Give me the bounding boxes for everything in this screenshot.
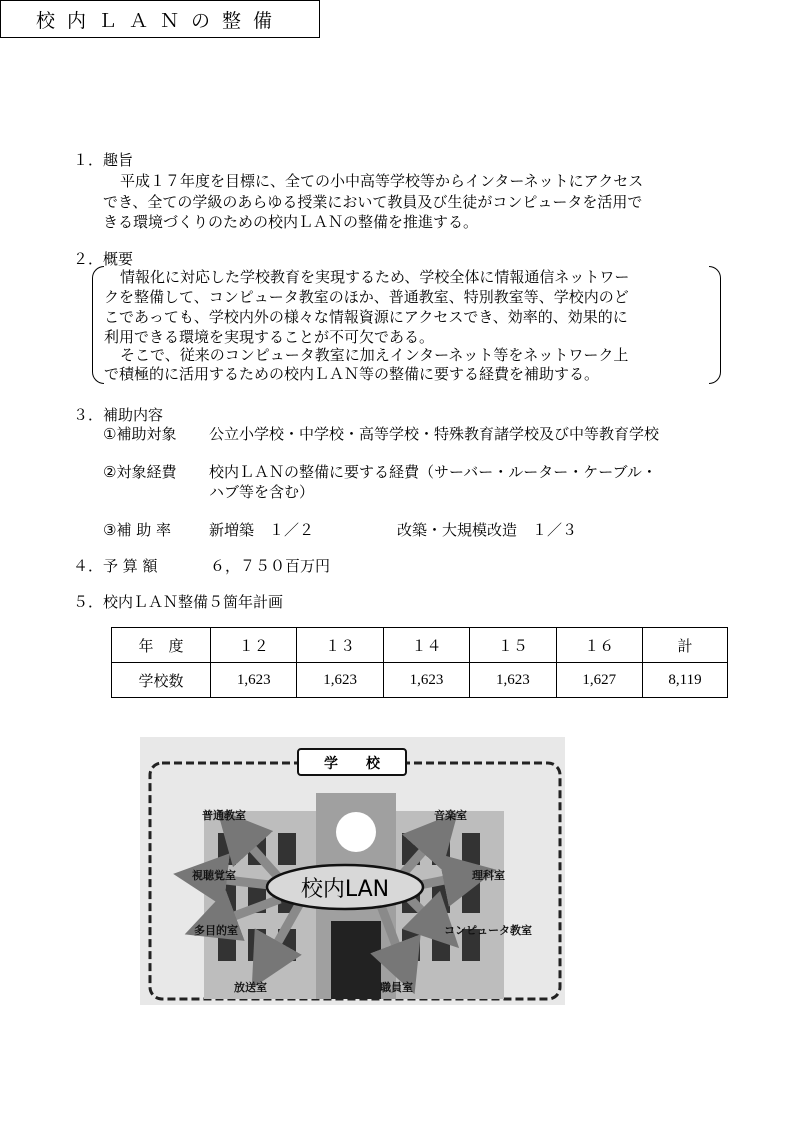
right-bracket [709,266,721,384]
table-cell: 8,119 [642,663,727,698]
section-heading-purpose: １．趣旨 [73,151,134,169]
overview-line: そこで、従来のコンピュータ教室に加えインターネット等をネットワーク上 [120,346,629,364]
subsidy-target-label: ①補助対象 [103,425,177,443]
table-header-row [112,628,728,663]
room-label: 多目的室 [194,924,238,937]
overview-line: クを整備して、コンピュータ教室のほか、普通教室、特別教室等、学校内のど [104,288,629,306]
room-label: 普通教室 [202,809,246,822]
room-label: 職員室 [380,981,413,994]
table-cell: １６ [556,628,642,663]
overview-line: 利用できる環境を実現することが不可欠である。 [104,328,435,346]
purpose-line: きる環境づくりのための校内ＬＡＮの整備を推進する。 [103,213,479,231]
room-label: 音楽室 [434,809,467,822]
tower-clock [336,812,376,852]
table-row [112,663,728,698]
table-cell: 1,623 [211,663,297,698]
diagram-svg [140,737,565,1005]
overview-line: で積極的に活用するための校内ＬＡＮ等の整備に要する経費を補助する。 [104,365,600,383]
overview-line: 情報化に対応した学校教育を実現するため、学校全体に情報通信ネットワー [120,268,630,286]
table-cell: 1,623 [383,663,469,698]
purpose-line: 平成１７年度を目標に、全ての小中高等学校等からインターネットにアクセス [120,172,644,190]
left-bracket [92,266,104,384]
table-cell: １２ [211,628,297,663]
room-label: 理科室 [472,869,505,882]
section-heading-budget: ４．予 算 額 [73,557,158,575]
room-label: コンピュータ教室 [444,924,532,937]
table-cell: １３ [297,628,383,663]
budget-value: ６，７５０百万円 [210,557,331,575]
table-cell: 1,627 [556,663,642,698]
lan-label: 校内LAN [300,877,390,902]
table-cell: 計 [642,628,727,663]
subsidy-expense-text: 校内ＬＡＮの整備に要する経費（サーバー・ルーター・ケーブル・ [209,463,657,481]
room-label: 放送室 [234,981,267,994]
table-cell: １４ [383,628,469,663]
subsidy-rate-new: 新増築 １／２ [209,521,315,539]
section-heading-overview: ２．概要 [73,250,134,268]
page-title: 校内ＬＡＮの整備 [0,0,320,38]
overview-line: こであっても、学校内外の様々な情報資源にアクセスでき、効率的、効果的に [104,308,628,326]
purpose-line: でき、全ての学級のあらゆる授業において教員及び生徒がコンピュータを活用で [103,193,643,211]
subsidy-rate-renovation: 改築・大規模改造 １／３ [397,521,578,539]
table-cell: 年 度 [112,628,211,663]
school-label: 学 校 [324,756,380,772]
table-cell: 1,623 [470,663,556,698]
subsidy-target-text: 公立小学校・中学校・高等学校・特殊教育諸学校及び中等教育学校 [209,425,660,443]
subsidy-expense-label: ②対象経費 [103,463,177,481]
school-lan-diagram [140,737,565,1005]
building-door [331,921,381,999]
table-cell: 1,623 [297,663,383,698]
section-heading-plan: ５．校内ＬＡＮ整備５箇年計画 [73,593,284,611]
section-heading-subsidy: ３．補助内容 [73,406,164,424]
table-cell: １５ [470,628,556,663]
plan-table [111,627,728,698]
room-label: 視聴覚室 [192,869,236,882]
subsidy-expense-text: ハブ等を含む） [209,483,315,501]
subsidy-rate-label: ③補 助 率 [103,521,171,539]
table-cell: 学校数 [112,663,211,698]
